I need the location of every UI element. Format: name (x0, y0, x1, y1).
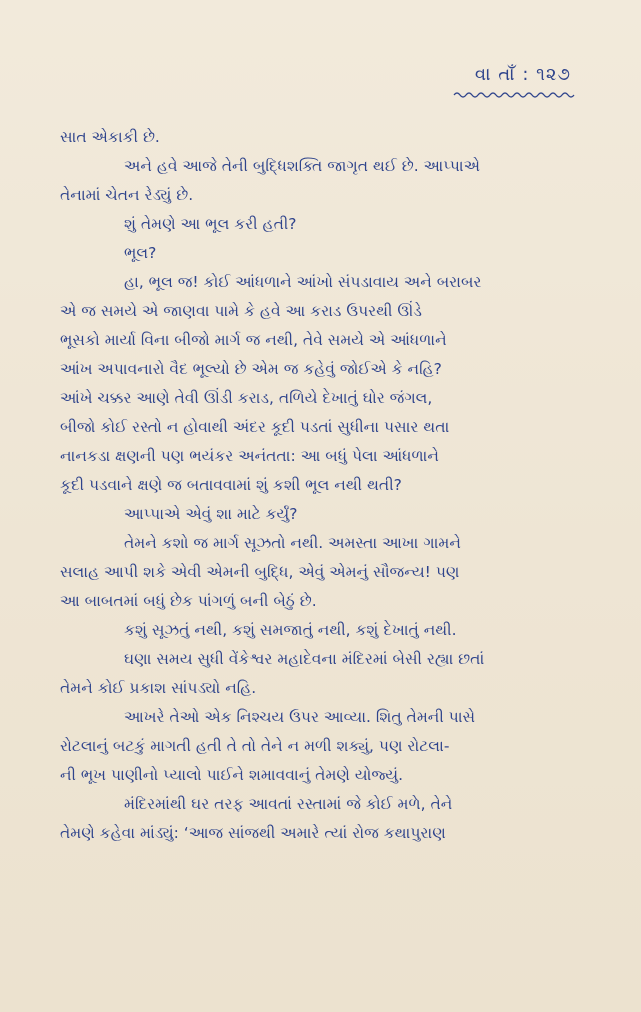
text-line: આંખે ચક્કર આણે તેવી ઊંડી કરાડ, તળિયે દેખાતું ઘોર જંગલ, (60, 389, 433, 407)
text-line: તેનામાં ચેતન રેડ્યું છે. (60, 186, 194, 204)
text-line: તેમને કશો જ માર્ગ સૂઝતો નથી. અમસ્તા આખા ગામને (124, 534, 461, 552)
text-line: તેમને કોઈ પ્રકાશ સાંપડ્યો નહિ. (60, 679, 257, 697)
wavy-underline (453, 90, 575, 100)
text-line: સલાહ આપી શકે એવી એમની બુદ્ધિ, એવું એમનું સૌજન્ય! પણ (60, 563, 460, 581)
text-line: સાત એકાકી છે. (60, 128, 160, 146)
text-line: ની ભૂખ પાણીનો પ્યાલો પાઈને શમાવવાનું તેમણે યોજ્યું. (60, 766, 404, 784)
text-line: અને હવે આજે તેની બુદ્ધિશક્તિ જાગૃત થઈ છે. આપ્પાએ (124, 157, 480, 175)
text-line: ઘણા સમય સુધી વેંકેશ્વર મહાદેવના મંદિરમાં બેસી રહ્યા છતાં (124, 650, 485, 668)
text-line: આંખ અપાવનારો વૈદ ભૂલ્યો છે એમ જ કહેવું જોઈએ કે નહિ? (60, 360, 442, 378)
text-line: હા, ભૂલ જ! કોઈ આંધળાને આંખો સંપડાવાય અને બરાબર (124, 273, 482, 291)
text-line: શું તેમણે આ ભૂલ કરી હતી? (124, 215, 297, 233)
text-line: આ બાબતમાં બધું છેક પાંગળું બની બેઠું છે. (60, 592, 317, 610)
text-line: આપ્પાએ એવું શા માટે કર્યું? (124, 505, 298, 523)
text-line: તેમણે કહેવા માંડ્યું: ‘આજ સાંજથી અમારે ત્યાં રોજ કથાપુરાણ (60, 824, 446, 842)
text-line: રોટલાનું બટકું માગતી હતી તે તો તેને ન મળી શક્યું, પણ રોટલા- (60, 737, 450, 755)
text-line: આખરે તેઓ એક નિશ્ચય ઉપર આવ્યા. શિતુ તેમની પાસે (124, 708, 476, 726)
text-line: ભૂસકો માર્યા વિના બીજો માર્ગ જ નથી, તેવે સમયે એ આંધળાને (60, 331, 447, 349)
text-line: એ જ સમયે એ જાણવા પામે કે હવે આ કરાડ ઉપરથી ઊંડે (60, 302, 422, 320)
text-line: કૂદી પડવાને ક્ષણે જ બતાવવામાં શું કશી ભૂલ નથી થતી? (60, 476, 402, 494)
text-line: મંદિરમાંથી ઘર તરફ આવતાં રસ્તામાં જે કોઈ મળે, તેને (124, 795, 453, 813)
text-line: નાનકડા ક્ષણની પણ ભયંકર અનંતતા: આ બધું પેલા આંધળાને (60, 447, 439, 465)
text-line: ભૂલ? (124, 244, 157, 262)
text-line: બીજો કોઈ રસ્તો ન હોવાથી અંદર કૂદી પડતાં સુધીના પસાર થતા (60, 418, 450, 436)
text-line: કશું સૂઝતું નથી, કશું સમજાતું નથી, કશું દેખાતું નથી. (124, 621, 457, 639)
page-header: વા તાઁ : ૧૨૭ (474, 64, 571, 85)
page-body-text (60, 123, 580, 848)
